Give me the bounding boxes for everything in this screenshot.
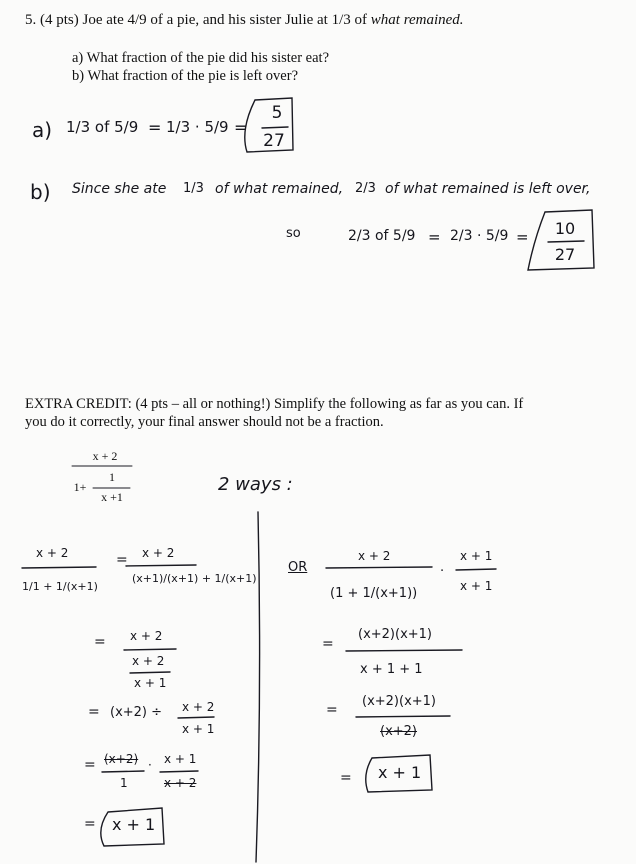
answer-b-one-third: 1/3 [183, 181, 204, 196]
worksheet-page: 5. (4 pts) Joe ate 4/9 of a pie, and his sister Julie at 1/3 of what remained. a) What fraction of the pie did his sister eat? b) What fraction of the pie is left over? a) 1/3 of 5/9 = 1/3 · 5/9 = 5 27 b) Since she ate 1/3 of what remained, 2/3 of what remained is left over, so 2/3 of 5/9 = 2/3 · 5/9 = 10 27 EXTRA CREDIT: (4 pts – all or nothing!) Simplify the following as far as you can. If you do it correctly, your final answer should not be a fraction. x + 2 1+ 1 x +1 2 ways : OR x + 2 1/1 + 1/(x+1) = x + 2 (x+1)/(x+1) + 1/(x+1) = x + 2 x + 2 x + 1 = (x+2) ÷ x + 2 x + 1 = (x+2) 1 · x + 1 x + 2 = x + 1 x + 2 (1 + 1/(x+1)) · x + 1 x + 1 = (x+2)(x+1) x + 1 + 1 = (x+2)(x+1) (x+2) = x + 1 [0, 0, 636, 864]
or-label: OR [288, 560, 308, 575]
two-ways-note: 2 ways : [218, 474, 293, 495]
answer-a-label: a) [32, 118, 53, 142]
problem-5-header: 5. (4 pts) Joe ate 4/9 of a pie, and his sister Julie at 1/3 of what remained. [25, 12, 464, 28]
answer-a-equals-2: = [234, 118, 248, 137]
answer-b-of-what-remained: of what remained, [215, 181, 344, 197]
expr-numerator: x + 2 [92, 449, 118, 463]
answer-b-so: so [286, 226, 301, 241]
answer-b-result-numerator: 10 [554, 219, 576, 238]
answer-a-equals-1: = [148, 118, 162, 137]
answer-a-expr2: 1/3 · 5/9 [166, 118, 229, 136]
answer-b-sentence-start: Since she ate [72, 181, 167, 197]
expr-denominator-prefix: 1+ [73, 480, 87, 494]
answer-a-result-numerator: 5 [271, 103, 283, 123]
answer-b-expr1: 2/3 of 5/9 [348, 228, 416, 244]
answer-b-two-thirds: 2/3 [355, 181, 376, 196]
extra-credit-line-2: you do it correctly, your final answer should not be a fraction. [25, 414, 384, 430]
answer-b-equals-1: = [428, 228, 441, 246]
answer-b-expr2: 2/3 · 5/9 [450, 228, 509, 244]
answer-a-expr1: 1/3 of 5/9 [66, 118, 139, 136]
answer-b-label: b) [30, 180, 51, 204]
problem-5-part-b: b) What fraction of the pie is left over? [72, 68, 299, 84]
expr-inner-numerator: 1 [109, 470, 115, 484]
answer-b-result-denominator: 27 [554, 245, 576, 264]
expr-inner-denominator: x +1 [101, 490, 123, 504]
answer-b-equals-2: = [516, 228, 529, 246]
extra-credit-line-1: EXTRA CREDIT: (4 pts – all or nothing!) Simplify the following as far as you can. If [25, 396, 524, 412]
problem-5-part-a: a) What fraction of the pie did his sister eat? [72, 50, 330, 66]
answer-b-left-over-text: of what remained is left over, [385, 181, 591, 197]
answer-a-result-denominator: 27 [263, 131, 285, 151]
